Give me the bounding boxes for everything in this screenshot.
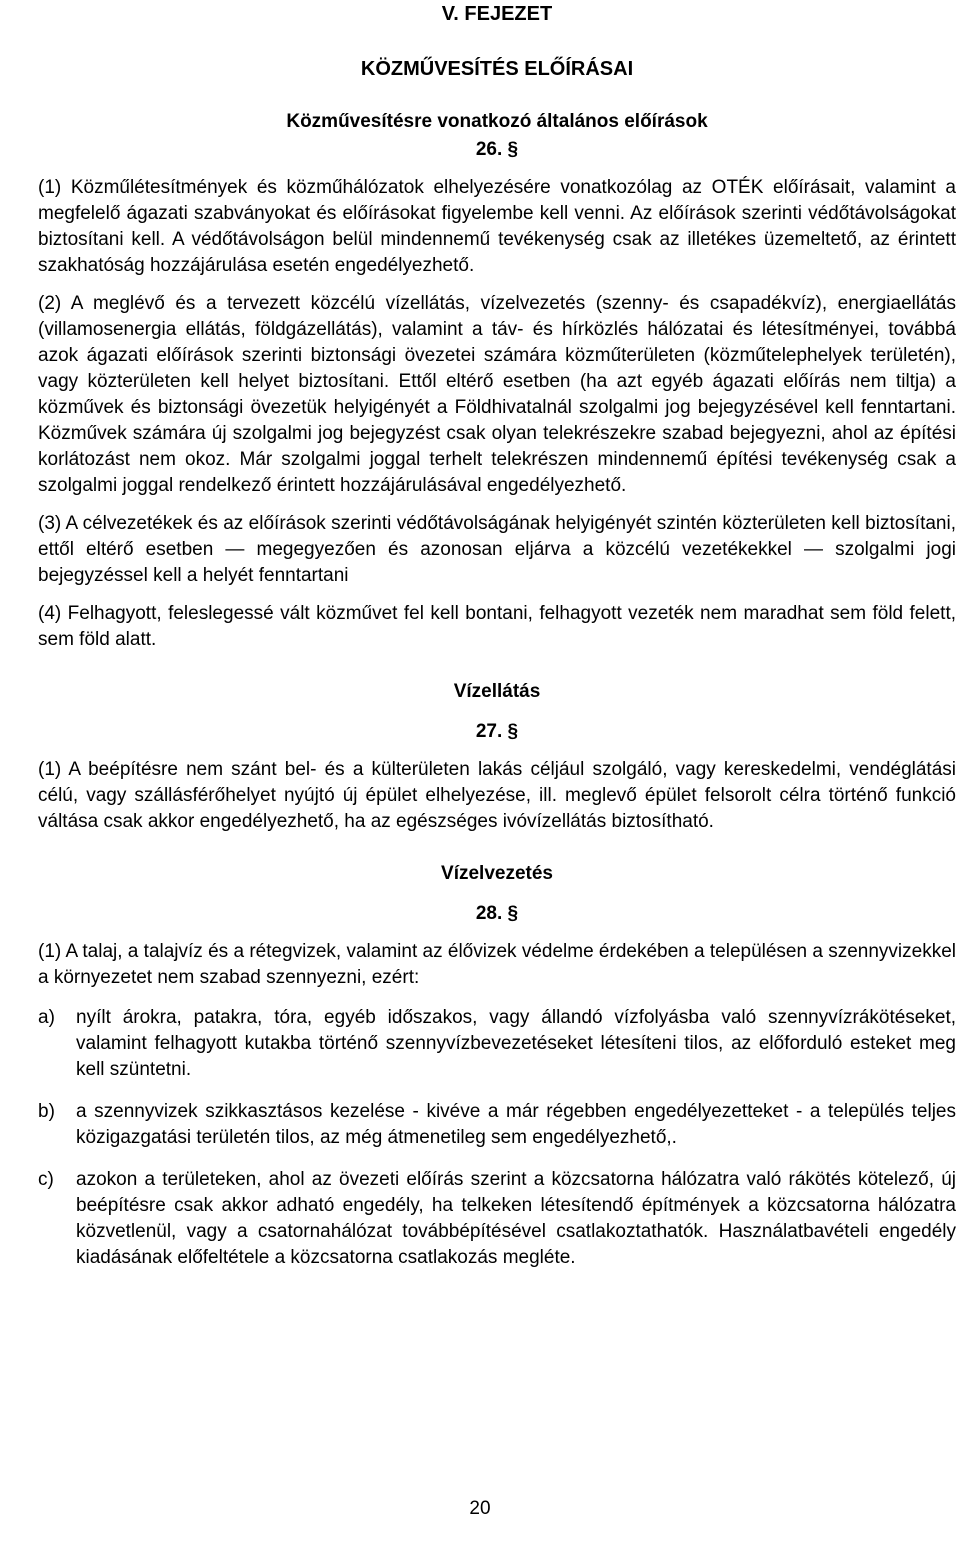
section-26-paragraph-3: (3) A célvezetékek és az előírások szerinti védőtávolságának helyigényét szintén közterületen kell biztosítani, ettől eltérő esetben — megegyezően és azonosan eljárva a közcélú vezetékekkel — szolgalmi jogi bejegyzéssel kell a helyét fenntartani <box>38 513 956 586</box>
chapter-heading: V. FEJEZET <box>441 3 553 25</box>
list-item <box>38 1099 956 1151</box>
section-27-paragraph-1: (1) A beépítésre nem szánt bel- és a külterületen lakás céljául szolgáló, vagy kereskedelmi, vendéglátási célú, vagy szállásférőhelyet nyújtó új épület elhelyezése, ill. meglevő épület felsorolt célra történő funkció váltása csak akkor engedélyezhető, ha az egészséges ivóvízellátás biztosítható. <box>38 759 956 832</box>
list-item <box>38 1005 956 1083</box>
section-26-paragraph-1: (1) Közműlétesítmények és közműhálózatok elhelyezésére vonatkozólag az OTÉK előírásait, valamint a megfelelő ágazati szabványokat és előírásokat figyelembe kell venni. Az előírások szerinti védőtávolságokat biztosítani kell. A védőtávolságon belül mindennemű tevékenység csak az illetékes üzemeltető, az érintett szakhatóság hozzájárulása esetén engedélyezhető. <box>38 177 956 276</box>
list-item-text: a szennyvizek szikkasztásos kezelése - kivéve a már régebben engedélyezetteket - a település teljes közigazgatási területén tilos, az még átmenetileg sem engedélyezhető,. <box>76 1101 956 1148</box>
section-26-paragraph-4: (4) Felhagyott, feleslegessé vált közművet fel kell bontani, felhagyott vezeték nem maradhat sem föld felett, sem föld alatt. <box>38 603 956 650</box>
section-28-list <box>38 1005 956 1271</box>
section-27-label: 27. § <box>475 721 519 742</box>
section-group-heading: Közművesítésre vonatkozó általános előírások <box>286 111 708 132</box>
list-item-text: nyílt árokra, patakra, tóra, egyéb időszakos, vagy állandó vízfolyásba való szennyvízrákötéseket, valamint felhagyott kutakba történő szennyvízbevezetéseket létesíteni tilos, az előforduló esteket meg kell szüntetni. <box>76 1007 956 1080</box>
document-page <box>38 0 956 1287</box>
list-item <box>38 1167 956 1271</box>
vizellatas-heading: Vízellátás <box>453 681 541 702</box>
section-26-paragraph-2: (2) A meglévő és a tervezett közcélú vízellátás, vízelvezetés (szenny- és csapadékvíz), energiaellátás (villamosenergia ellátás, földgázellátás), valamint a táv- és hírközlés hálózatai és létesítményei, továbbá azok ágazati előírások szerinti biztonsági övezetei számára közműterületen (közműtelephelyek területén), vagy közterületen kell helyet biztosítani. Ettől eltérő esetben (ha azt egyéb ágazati előírás nem tiltja) a közművek és biztonsági övezetük helyigényét a Földhivatalnál szolgalmi jog bejegyzésével kell fenntartani. Közművek számára új szolgalmi jog bejegyzést csak olyan telekrészekre szabad bejegyezni, ahol az építési korlátozást nem okoz. Már szolgalmi joggal terhelt telekrészen mindennemű építési tevékenység csak a szolgalmi joggal rendelkező érintett hozzájárulásával engedélyezhető. <box>38 293 956 496</box>
list-item-label: a) <box>38 1007 55 1028</box>
list-item-label: b) <box>38 1101 55 1122</box>
section-26-label: 26. § <box>475 139 519 160</box>
list-item-text: azokon a területeken, ahol az övezeti előírás szerint a közcsatorna hálózatra való rákötés kötelező, új beépítésre csak akkor adható engedély, ha telkeken létesítendő építmények a közcsatorna hálózatra közvetlenül, vagy a csatornahálózat továbbépítésével csatlakoztathatók. Használatbavételi engedély kiadásának előfeltétele a közcsatorna csatlakozás megléte. <box>76 1169 956 1268</box>
vizelvezetes-heading: Vízelvezetés <box>441 863 553 884</box>
chapter-title: KÖZMŰVESÍTÉS ELŐÍRÁSAI <box>360 58 634 80</box>
list-item-label: c) <box>38 1169 54 1190</box>
section-28-paragraph-1: (1) A talaj, a talajvíz és a rétegvizek, valamint az élővizek védelme érdekében a településen a szennyvizekkel a környezetet nem szabad szennyezni, ezért: <box>38 941 956 988</box>
section-28-label: 28. § <box>475 903 519 924</box>
page-number: 20 <box>469 1498 491 1519</box>
